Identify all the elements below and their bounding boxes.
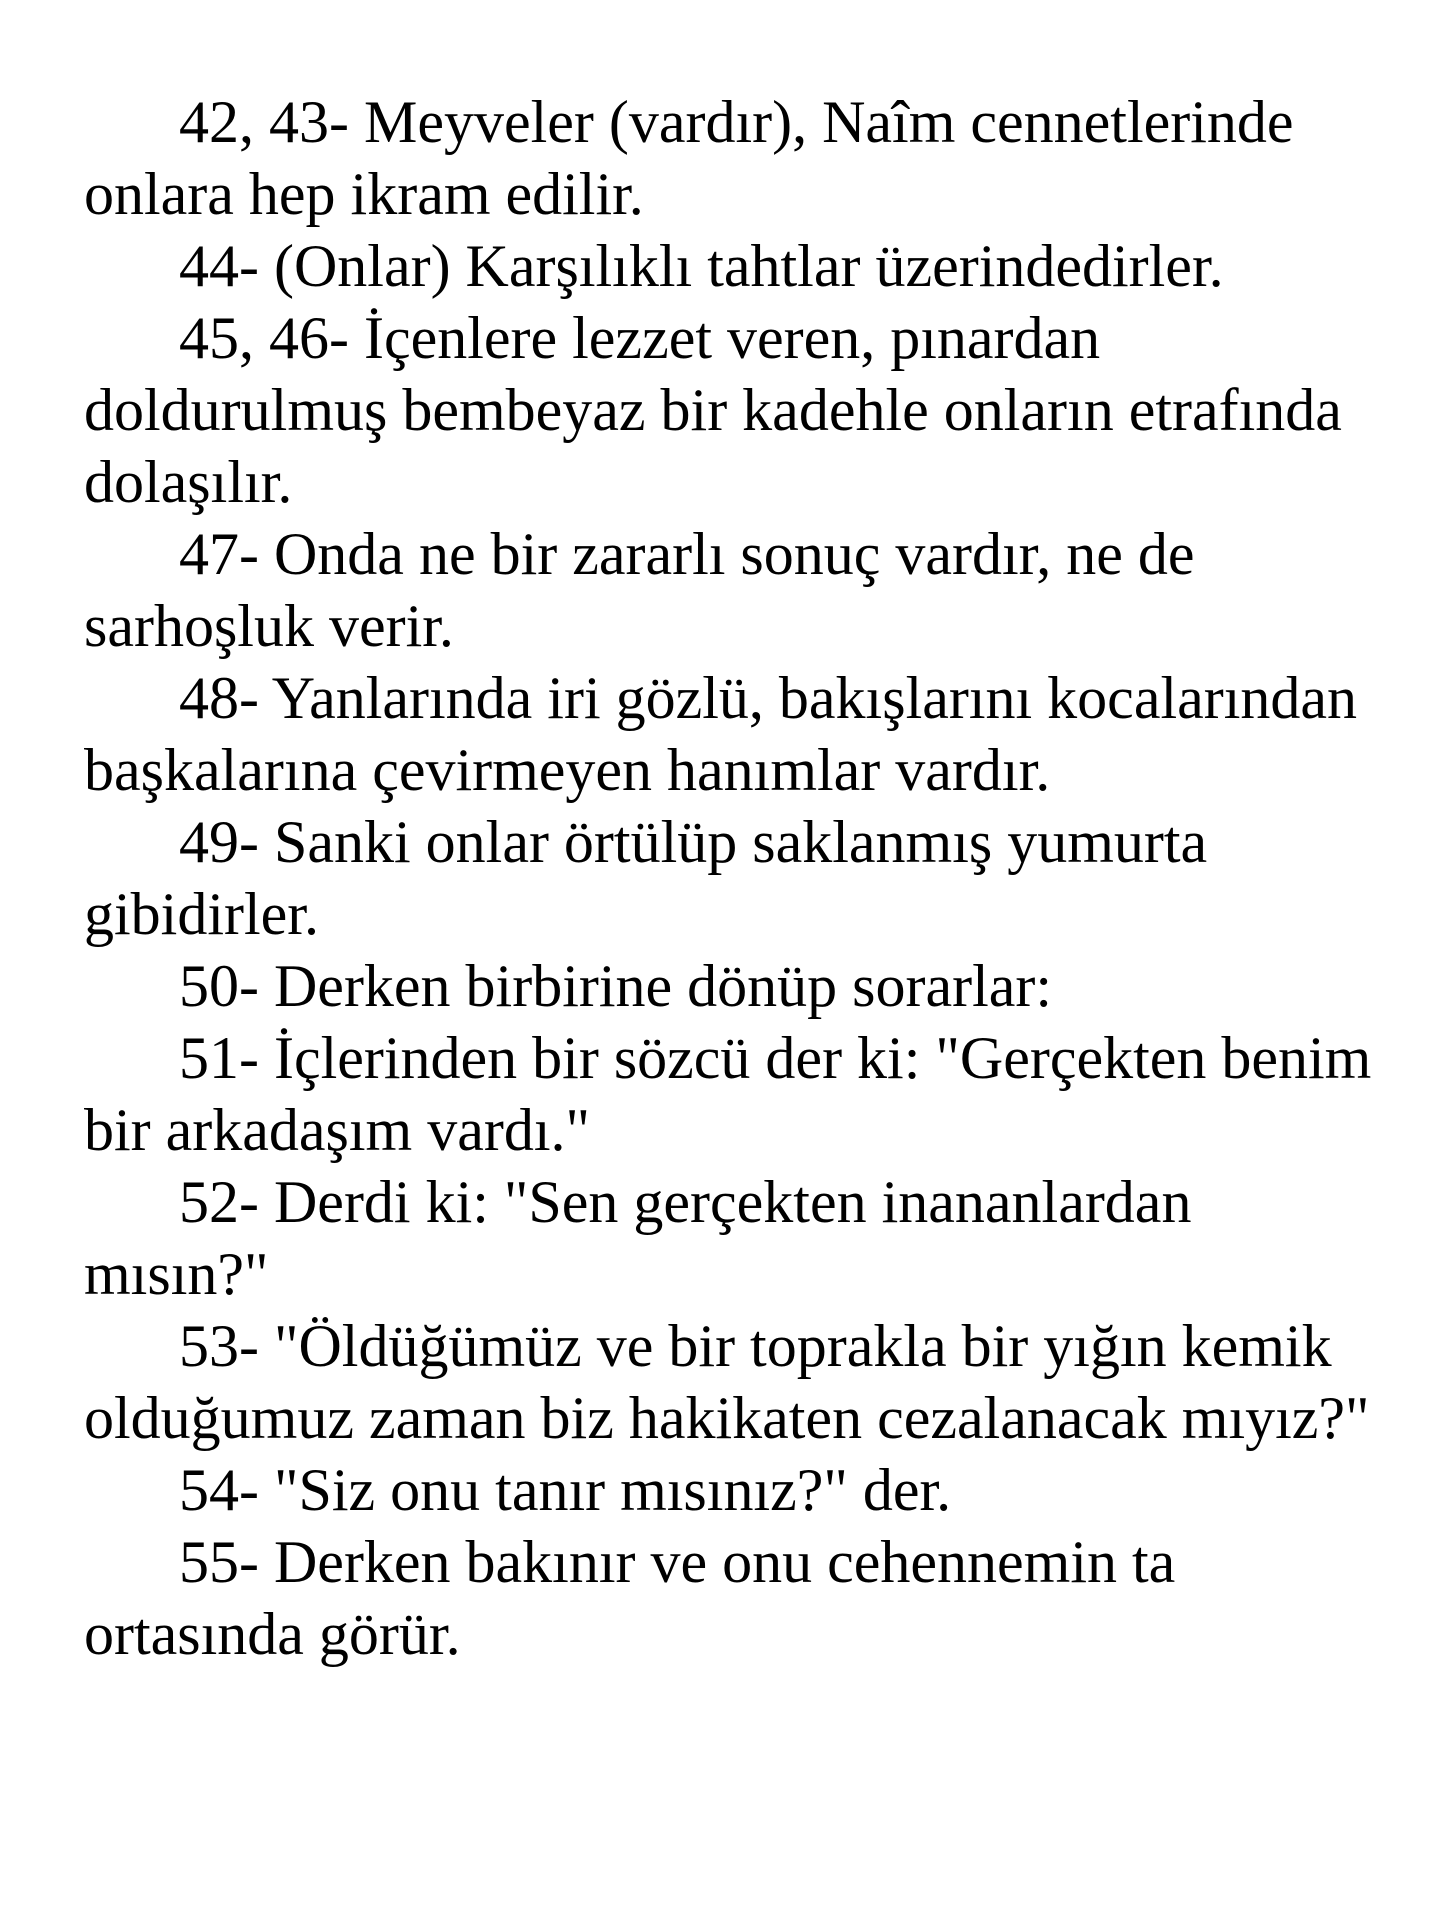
verse-42-43: 42, 43- Meyveler (vardır), Naîm cennetlerinde onlara hep ikram edilir. [84,89,1294,227]
verse-text-block [84,86,1374,1670]
verse-44: 44- (Onlar) Karşılıklı tahtlar üzerindedirler. [179,233,1224,299]
verse-52: 52- Derdi ki: "Sen gerçekten inananlardan mısın?" [84,1169,1192,1307]
verse-50: 50- Derken birbirine dönüp sorarlar: [179,953,1053,1019]
verse-47: 47- Onda ne bir zararlı sonuç vardır, ne de sarhoşluk verir. [84,521,1195,659]
verse-48: 48- Yanlarında iri gözlü, bakışlarını kocalarından başkalarına çevirmeyen hanımlar vardır. [84,665,1358,803]
verse-55: 55- Derken bakınır ve onu cehennemin ta ortasında görür. [84,1529,1176,1667]
verse-54: 54- "Siz onu tanır mısınız?" der. [179,1457,952,1523]
verse-49: 49- Sanki onlar örtülüp saklanmış yumurta gibidirler. [84,809,1208,947]
verse-45-46: 45, 46- İçenlere lezzet veren, pınardan doldurulmuş bembeyaz bir kadehle onların etrafında dolaşılır. [84,305,1342,515]
verse-53: 53- "Öldüğümüz ve bir toprakla bir yığın kemik olduğumuz zaman biz hakikaten cezalanacak mıyız?" [84,1313,1370,1451]
verse-51: 51- İçlerinden bir sözcü der ki: "Gerçekten benim bir arkadaşım vardı." [84,1025,1372,1163]
